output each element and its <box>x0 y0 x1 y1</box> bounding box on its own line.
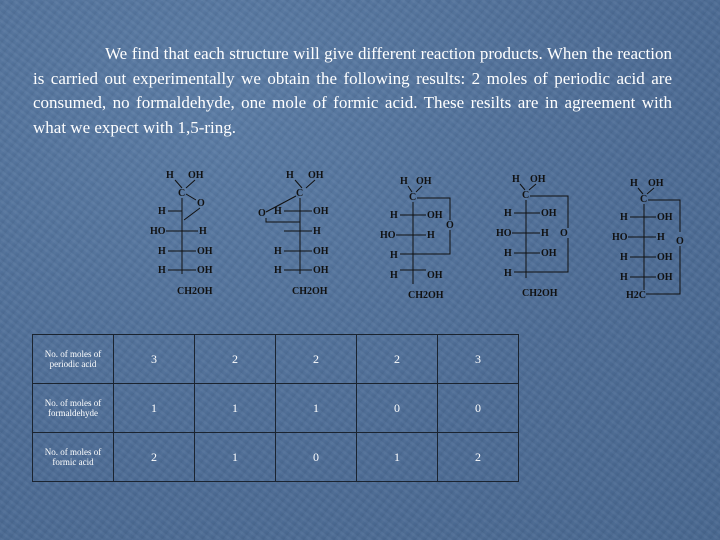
s2-c: C <box>296 188 304 199</box>
s4-r1r: OH <box>541 208 557 219</box>
s5-r1l: H <box>620 212 628 223</box>
table-cell: 1 <box>114 384 195 433</box>
table-cell: 0 <box>438 384 519 433</box>
s4-o: O <box>560 228 568 239</box>
s1-r4r: OH <box>197 265 213 276</box>
s4-r2r: H <box>541 228 549 239</box>
structure-5 <box>612 178 684 301</box>
s2-bottom: CH2OH <box>292 286 328 297</box>
table-cell: 1 <box>195 433 276 482</box>
s3-r4r: OH <box>427 270 443 281</box>
s5-r1r: OH <box>657 212 673 223</box>
structure-2 <box>258 170 329 297</box>
s3-r1l: H <box>390 210 398 221</box>
s1-r3r: OH <box>197 246 213 257</box>
s3-r2l: HO <box>380 230 396 241</box>
s3-c: C <box>409 192 417 203</box>
structures-svg <box>140 162 700 302</box>
s3-o: O <box>446 220 454 231</box>
s1-r2r: H <box>199 226 207 237</box>
s5-bottom: H2C <box>626 290 646 301</box>
s1-r4l: H <box>158 265 166 276</box>
s3-top-oh: OH <box>416 176 432 187</box>
table-cell: 3 <box>114 335 195 384</box>
s1-r3l: H <box>158 246 166 257</box>
s5-r2l: HO <box>612 232 628 243</box>
s2-top-h: H <box>286 170 294 181</box>
s3-r4l: H <box>390 270 398 281</box>
s1-r2l: HO <box>150 226 166 237</box>
table-row <box>33 335 519 384</box>
s2-r4l: H <box>274 265 282 276</box>
table-cell: 2 <box>438 433 519 482</box>
s3-bottom: CH2OH <box>408 290 444 301</box>
s5-o: O <box>676 236 684 247</box>
results-table <box>32 334 519 482</box>
s5-r4r: OH <box>657 272 673 283</box>
s4-bottom: CH2OH <box>522 288 558 299</box>
s4-r3l: H <box>504 248 512 259</box>
row-label: No. of moles of formic acid <box>33 433 114 482</box>
s3-r1r: OH <box>427 210 443 221</box>
s3-r2r: H <box>427 230 435 241</box>
s3-r3l: H <box>390 250 398 261</box>
s2-r1l: H <box>274 206 282 217</box>
structures-figure <box>140 162 700 307</box>
s1-top-oh: OH <box>188 170 204 181</box>
s1-bottom: CH2OH <box>177 286 213 297</box>
s5-r2r: H <box>657 232 665 243</box>
s1-c: C <box>178 188 186 199</box>
s2-top-oh: OH <box>308 170 324 181</box>
s5-r4l: H <box>620 272 628 283</box>
table-cell: 2 <box>357 335 438 384</box>
s1-top-h: H <box>166 170 174 181</box>
s4-r2l: HO <box>496 228 512 239</box>
s2-o: O <box>258 208 266 219</box>
s2-r2r: H <box>313 226 321 237</box>
table-cell: 1 <box>276 384 357 433</box>
s5-top-h: H <box>630 178 638 189</box>
table-cell: 0 <box>276 433 357 482</box>
row-label: No. of moles of formaldehyde <box>33 384 114 433</box>
table-cell: 0 <box>357 384 438 433</box>
s4-c: C <box>522 190 530 201</box>
structure-3 <box>380 176 454 301</box>
table-row <box>33 433 519 482</box>
s2-r3l: H <box>274 246 282 257</box>
table-cell: 2 <box>195 335 276 384</box>
s5-top-oh: OH <box>648 178 664 189</box>
s3-top-h: H <box>400 176 408 187</box>
s4-r4l: H <box>504 268 512 279</box>
s4-r3r: OH <box>541 248 557 259</box>
s2-r3r: OH <box>313 246 329 257</box>
table-cell: 1 <box>195 384 276 433</box>
table-cell: 3 <box>438 335 519 384</box>
s4-r1l: H <box>504 208 512 219</box>
s5-c: C <box>640 194 648 205</box>
row-label: No. of moles of periodic acid <box>33 335 114 384</box>
body-paragraph: We find that each structure will give different reaction products. When the reaction is carried out experimentally we obtain the following results: 2 moles of periodic acid are consumed, no formaldehyde, one mole of formic acid. These resilts are in agreement with what we expect with 1,5-ring. <box>33 44 672 137</box>
s4-top-h: H <box>512 174 520 185</box>
table-cell: 2 <box>114 433 195 482</box>
s4-top-oh: OH <box>530 174 546 185</box>
structure-1 <box>150 170 213 297</box>
table-row <box>33 384 519 433</box>
table-cell: 2 <box>276 335 357 384</box>
s2-r1r: OH <box>313 206 329 217</box>
s1-r1l: H <box>158 206 166 217</box>
structure-4 <box>496 174 568 299</box>
s2-r4r: OH <box>313 265 329 276</box>
s5-r3r: OH <box>657 252 673 263</box>
table-cell: 1 <box>357 433 438 482</box>
s5-r3l: H <box>620 252 628 263</box>
s1-o: O <box>197 198 205 209</box>
